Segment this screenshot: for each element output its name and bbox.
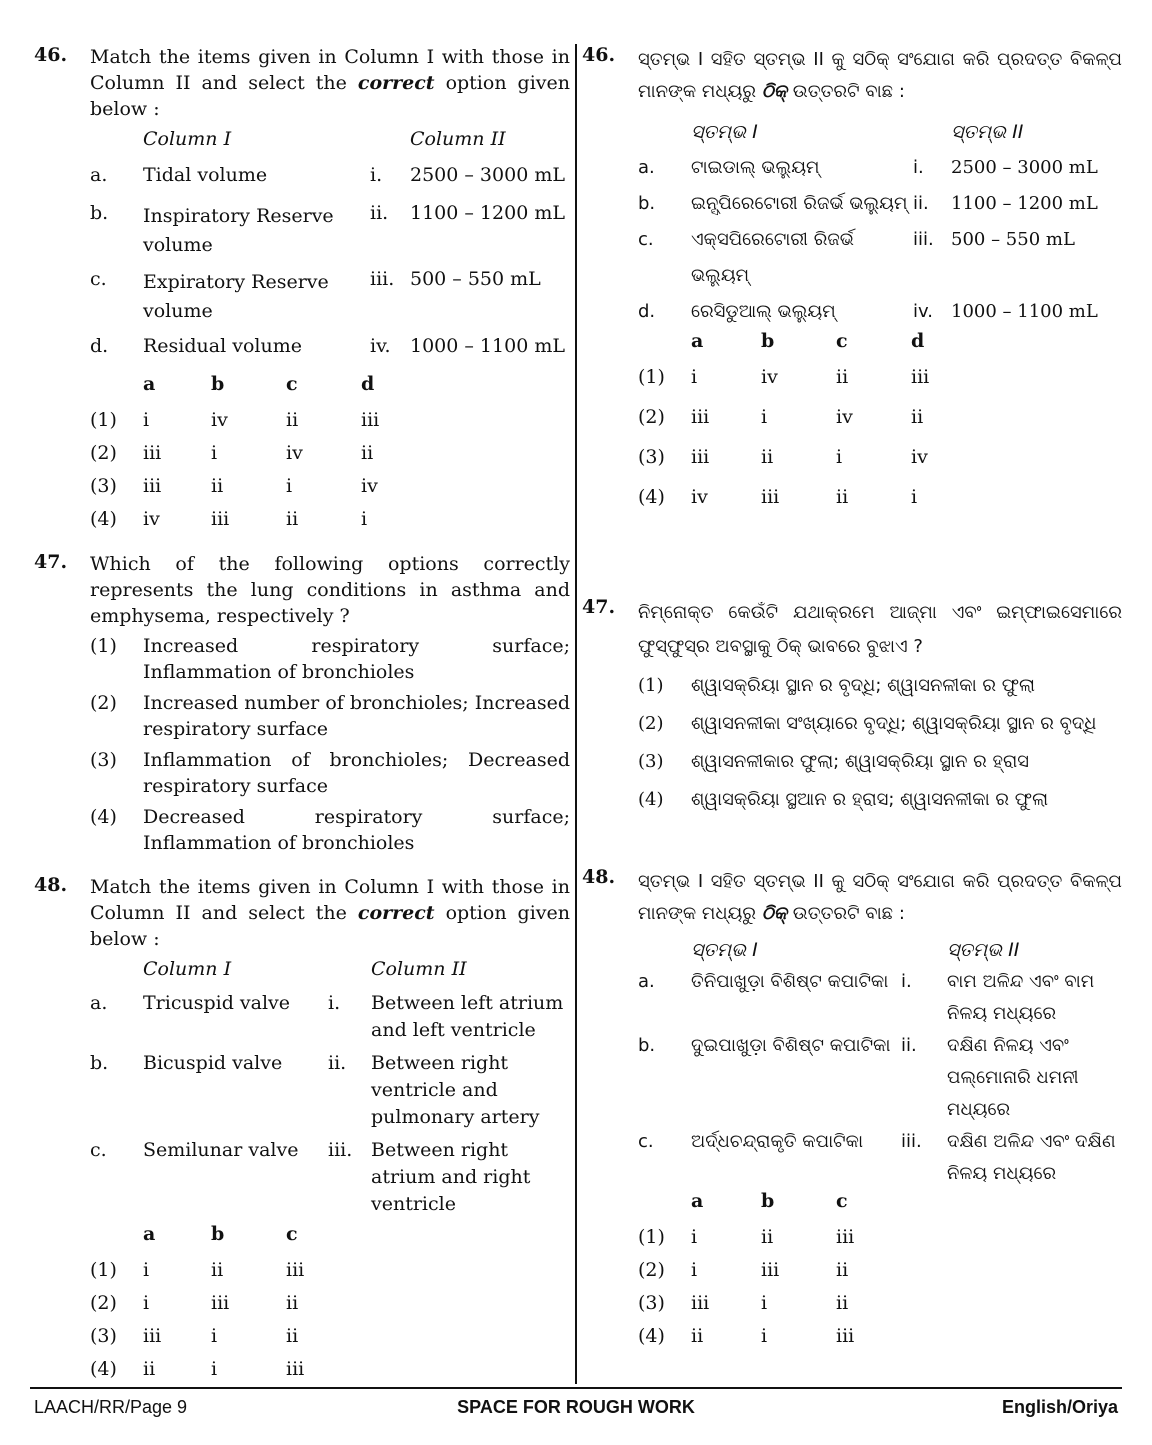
- question-number: 46.: [582, 44, 616, 66]
- option-1[interactable]: (1) i ii iii: [90, 1259, 305, 1281]
- question-number: 47.: [582, 596, 616, 618]
- option-4[interactable]: (4) ଶ୍ୱାସକ୍ରିୟା ସ୍ଥଆନ ର ହ୍ରାସ; ଶ୍ୱାସନଳୀକା ର ଫୁଲା: [638, 789, 1049, 810]
- option-3[interactable]: (3) iii ii i iv: [90, 475, 378, 497]
- option-1[interactable]: (1) Increased respiratory surface; Inflammation of bronchioles: [90, 635, 570, 683]
- option-2[interactable]: (2) i iii ii: [638, 1259, 849, 1281]
- question-47: [34, 551, 570, 866]
- question-stem: Match the items given in Column I with those in Column II and select the correct option given below :: [90, 876, 570, 950]
- option-4[interactable]: (4) ii i iii: [638, 1325, 855, 1347]
- question-46-oriya: [582, 44, 1122, 584]
- option-1[interactable]: (1) i iv ii iii: [90, 409, 380, 431]
- question-number: 47.: [34, 551, 68, 573]
- question-stem: Which of the following options correctly represents the lung conditions in asthma and emphysema, respectively ?: [90, 553, 570, 627]
- option-1[interactable]: (1) i iv ii iii: [638, 366, 930, 388]
- option-2[interactable]: (2) i iii ii: [90, 1292, 299, 1314]
- question-number: 48.: [34, 874, 68, 896]
- question-stem: ସ୍ତମ୍ଭ I ସହିତ ସ୍ତମ୍ଭ II କୁ ସଠିକ୍ ସଂଯୋଗ କରି ପ୍ରଦତ୍ତ ବିକଳ୍ପ ମାନଙ୍କ ମଧ୍ୟରୁ ଠିକ୍ ଉତ୍ତରଟି ବାଛ :: [638, 871, 1122, 924]
- option-3[interactable]: (3) Inflammation of bronchioles; Decreased respiratory surface: [90, 749, 570, 797]
- answer-options: a b c d (1) i iv ii iii (2) iii i iv ii (3) iii ii i iv (4) iv iii ii i: [90, 373, 379, 541]
- option-4[interactable]: (4) iv iii ii i: [638, 486, 918, 508]
- option-4[interactable]: (4) Decreased respiratory surface; Inflammation of bronchioles: [90, 806, 570, 854]
- match-table: Column I Column II a. Tidal volume i. 2500 – 3000 mL b. Inspiratory Reserve volume ii. 1100 – 1200 mL c. Expiratory Reserve volume iii. 500 – 550 mL d. Residual volume iv. 1000 – 1100 mL: [90, 128, 565, 357]
- option-2[interactable]: (2) iii i iv ii: [638, 406, 924, 428]
- page-code: LAACH/RR/Page 9: [34, 1397, 188, 1417]
- option-1[interactable]: (1) i ii iii: [638, 1226, 855, 1248]
- answer-options: [90, 633, 570, 856]
- option-4[interactable]: (4) iv iii ii i: [90, 508, 368, 530]
- option-3[interactable]: (3) iii i ii: [638, 1292, 849, 1314]
- rough-work-label: SPACE FOR ROUGH WORK: [457, 1397, 695, 1417]
- footer-rule: [30, 1387, 1122, 1389]
- answer-options: a b c (1) i ii iii (2) i iii ii (3) iii i ii (4) ii i iii: [90, 1223, 304, 1391]
- option-2[interactable]: (2) Increased number of bronchioles; Increased respiratory surface: [90, 692, 570, 740]
- option-3[interactable]: (3) ଶ୍ୱାସନଳୀକାର ଫୁଲା; ଶ୍ୱାସକ୍ରିୟା ସ୍ଥାନ ର ହ୍ରାସ: [638, 751, 1030, 772]
- question-stem: ସ୍ତମ୍ଭ I ସହିତ ସ୍ତମ୍ଭ II କୁ ସଠିକ୍ ସଂଯୋଗ କରି ପ୍ରଦତ୍ତ ବିକଳ୍ପ ମାନଙ୍କ ମଧ୍ୟରୁ ଠିକ୍ ଉତ୍ତରଟି ବାଛ :: [638, 49, 1122, 102]
- english-column: [34, 44, 570, 1391]
- oriya-column: [582, 44, 1122, 1358]
- match-table: ସ୍ତମ୍ଭ I ସ୍ତମ୍ଭ II a. ତିନିପାଖୁଡ଼ା ବିଶିଷ୍ଟ କପାଟିକା i. ବାମ ଅଳିନ୍ଦ ଏବଂ ବାମ ନିଳୟ ମଧ୍ୟରେ b. ଦୁଇପାଖୁଡ଼ା ବିଶିଷ୍ଟ କପାଟିକା ii. ଦକ୍ଷିଣ ନିଳୟ ଏବଂ ପଲ୍‌ମୋନାରି ଧମନୀ ମଧ୍ୟରେ c. ଅର୍ଦ୍ଧଚନ୍ଦ୍ରାକୃତି କପାଟିକା iii. ଦକ୍ଷିଣ ଅଳିନ୍ଦ ଏବଂ ଦକ୍ଷିଣ ନିଳୟ ମଧ୍ୟରେ: [638, 939, 1116, 1184]
- match-table: Column I Column II a. Tricuspid valve i. Between left atrium and left ventricle b. Bicuspid valve ii. Between right ventricle and pulmonary artery c. Semilunar valve iii. Between right atrium and right ventricle: [90, 958, 564, 1215]
- answer-options: a b c (1) i ii iii (2) i iii ii (3) iii i ii (4) ii i iii: [638, 1190, 854, 1358]
- option-2[interactable]: (2) iii i iv ii: [90, 442, 374, 464]
- question-number: 46.: [34, 44, 68, 66]
- question-48-oriya: [582, 866, 1122, 1358]
- option-3[interactable]: (3) iii ii i iv: [638, 446, 928, 468]
- answer-options: a b c d (1) i iv ii iii (2) iii i iv ii (3) iii ii i iv (4) iv iii ii i: [638, 330, 929, 526]
- question-48: [34, 874, 570, 1391]
- question-stem: Match the items given in Column I with those in Column II and select the correct option given below :: [90, 46, 570, 120]
- column-divider: [575, 44, 577, 1384]
- language-label: English/Oriya: [1001, 1397, 1118, 1417]
- option-4[interactable]: (4) ii i iii: [90, 1358, 305, 1380]
- match-table: ସ୍ତମ୍ଭ I ସ୍ତମ୍ଭ II a. ଟାଇଡାଲ୍ ଭଲ୍ୟୁମ୍ i. 2500 – 3000 mL b. ଇନ୍ସ୍ପିରେଟୋରୀ ରିଜର୍ଭ ଭଲ୍ୟୁମ୍ ii. 1100 – 1200 mL c. ଏକ୍ସପିରେଟୋରୀ ରିଜର୍ଭ ଭଲ୍ୟୁମ୍ iii. 500 – 550 mL d. ରେସିଡୁଆଲ୍ ଭଲ୍ୟୁମ୍ iv. 1000 – 1100 mL: [638, 121, 1098, 322]
- question-number: 48.: [582, 866, 616, 888]
- option-1[interactable]: (1) ଶ୍ୱାସକ୍ରିୟା ସ୍ଥାନ ର ବୃଦ୍ଧି; ଶ୍ୱାସନଳୀକା ର ଫୁଲା: [638, 675, 1036, 696]
- question-46: [34, 44, 570, 539]
- option-3[interactable]: (3) iii i ii: [90, 1325, 299, 1347]
- question-47-oriya: [582, 596, 1122, 858]
- question-stem: ନିମ୍ନୋକ୍ତ କେଉଁଟି ଯଥାକ୍ରମେ ଆଜ୍ମା ଏବଂ ଇମ୍ଫାଇସେମାରେ ଫୁସ୍‌ଫୁସ୍‌ର ଅବସ୍ଥାକୁ ଠିକ୍ ଭାବରେ ବୁଝାଏ ?: [638, 602, 1122, 657]
- option-2[interactable]: (2) ଶ୍ୱାସନଳୀକା ସଂଖ୍ୟାରେ ବୃଦ୍ଧି; ଶ୍ୱାସକ୍ରିୟା ସ୍ଥାନ ର ବୃଦ୍ଧି: [638, 713, 1097, 734]
- answer-options: [638, 670, 1122, 816]
